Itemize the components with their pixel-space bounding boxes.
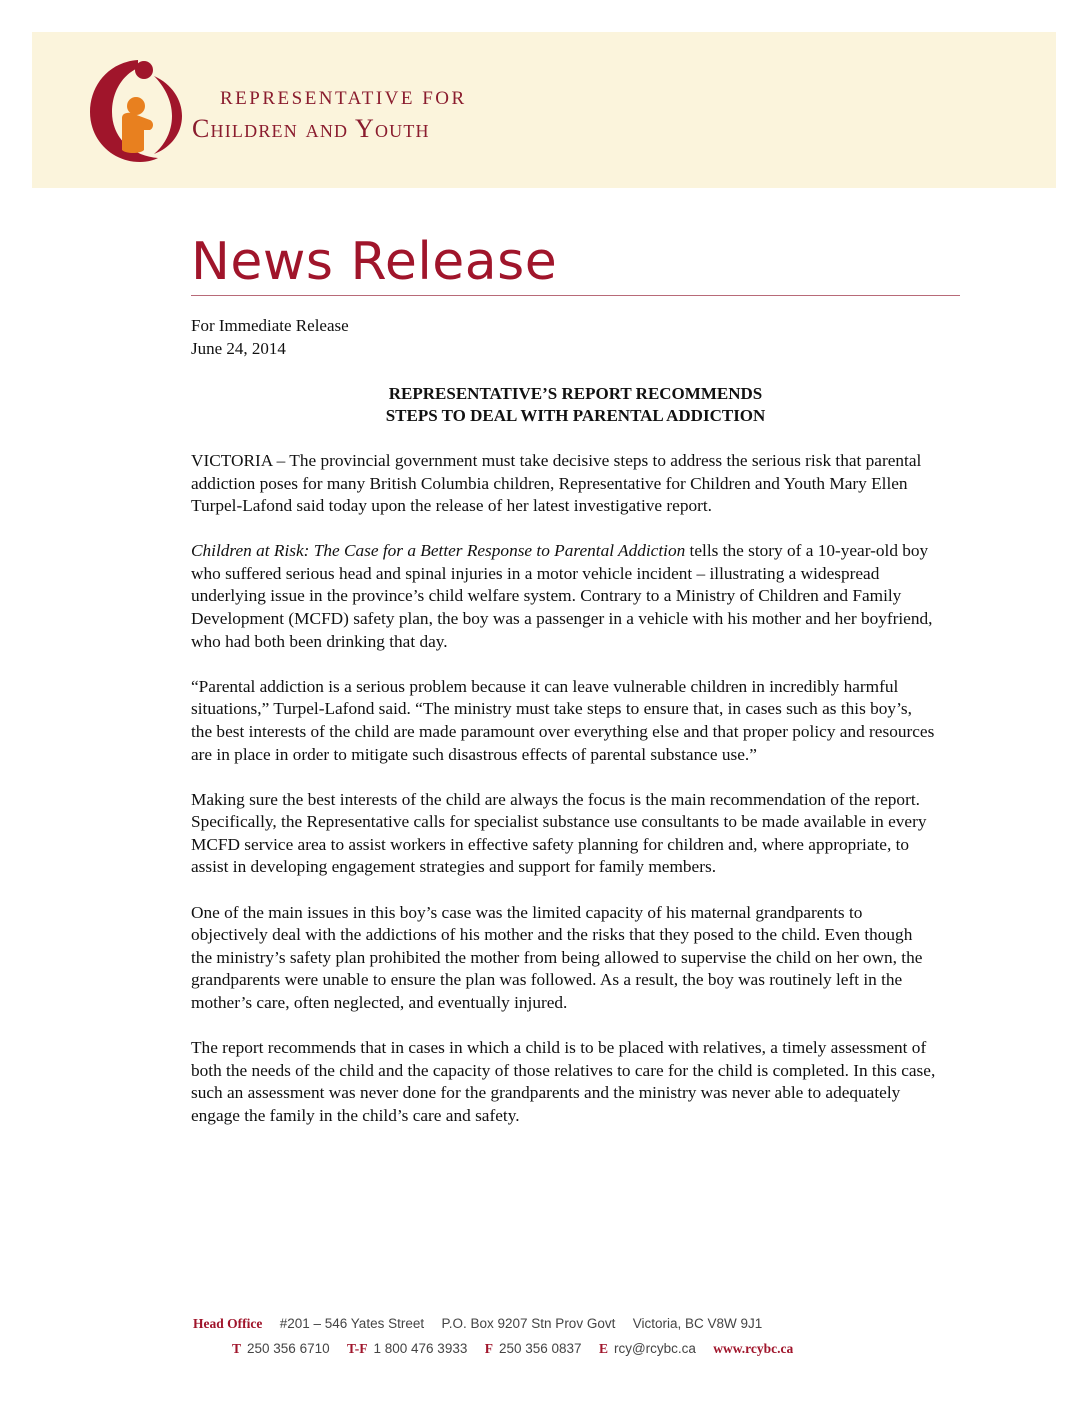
fax-label: F — [484, 1341, 493, 1356]
rcy-mother-child-logo-icon — [84, 54, 188, 166]
letterhead-band — [32, 32, 1056, 188]
website-link[interactable]: www.rcybc.ca — [713, 1341, 794, 1356]
title-divider — [191, 295, 960, 296]
head-office-label: Head Office — [193, 1316, 263, 1331]
fax-value: 250 356 0837 — [498, 1341, 582, 1356]
email-link[interactable]: rcy@rcybc.ca — [613, 1341, 696, 1356]
footer-contacts — [232, 1341, 793, 1357]
email-label: E — [598, 1341, 608, 1356]
footer-po-box: P.O. Box 9207 Stn Prov Govt — [441, 1316, 616, 1331]
phone-label: T — [232, 1341, 242, 1356]
tollfree-value: 1 800 476 3933 — [373, 1341, 468, 1356]
tollfree-label: T-F — [346, 1341, 368, 1356]
headline — [191, 383, 960, 427]
org-name-line2: Children and Youth — [192, 114, 430, 143]
report-title: Children at Risk: The Case for a Better Response to Parental Addiction — [191, 541, 686, 561]
page-title: News Release — [191, 232, 558, 292]
release-date: June 24, 2014 — [191, 339, 286, 358]
paragraph-1: VICTORIA – The provincial government must take decisive steps to address the serious risk that parental addiction poses for many British Columbia children, Representative for Children and Youth Mary Ellen Turpel-Lafond said today upon the release of her latest investigative report. — [191, 451, 922, 516]
headline-line1: REPRESENTATIVE’S REPORT RECOMMENDS — [388, 384, 763, 403]
article-body — [191, 450, 936, 1150]
paragraph-3: “Parental addiction is a serious problem because it can leave vulnerable children in incredibly harmful situations,” Turpel-Lafond said. “The ministry must take steps to ensure that, in cases such as this boy’s, the best interests of the child are made paramount over everything else and that proper policy and resources are in place in order to mitigate such disastrous effects of parental substance use.” — [191, 676, 935, 764]
paragraph-6: The report recommends that in cases in which a child is to be placed with relatives, a timely assessment of both the needs of the child and the capacity of those relatives to care for the child is completed. In this case, such an assessment was never done for the grandparents and the ministry was never able to adequately engage the family in the child’s care and safety. — [191, 1037, 936, 1125]
release-status: For Immediate Release — [191, 316, 349, 335]
phone-value: 250 356 6710 — [247, 1341, 330, 1356]
paragraph-4: Making sure the best interests of the child are always the focus is the main recommendation of the report. Specifically, the Representative calls for specialist substance use consultants to be made available in every MCFD service area to assist workers in effective safety planning for children and, where appropriate, to assist in developing engagement strategies and support for family members. — [191, 789, 927, 877]
headline-line2: STEPS TO DEAL WITH PARENTAL ADDICTION — [385, 406, 766, 425]
footer-street: #201 – 546 Yates Street — [279, 1316, 425, 1331]
release-info — [191, 314, 349, 360]
paragraph-5: One of the main issues in this boy’s case was the limited capacity of his maternal grandparents to objectively deal with the addictions of his mother and the risks that they posed to the child. Even though the ministry’s safety plan prohibited the mother from being allowed to supervise the child on her own, the grandparents were unable to ensure the plan was followed. As a result, the boy was routinely left in the mother’s care, often neglected, and eventually injured. — [191, 902, 923, 1012]
org-name-line1: REPRESENTATIVE FOR — [220, 88, 467, 109]
footer-city: Victoria, BC V8W 9J1 — [632, 1316, 763, 1331]
paragraph-2 — [191, 540, 936, 653]
footer-address — [193, 1316, 762, 1332]
paragraph-2-text: tells the story of a 10-year-old boy who suffered serious head and spinal injuries in a motor vehicle incident – illustrating a widespread underlying issue in the province’s child welfare system. Contrary to a Ministry of Children and Family Development (MCFD) safety plan, the boy was a passenger in a vehicle with his mother and her boyfriend, who had both been drinking that day. — [191, 541, 933, 651]
